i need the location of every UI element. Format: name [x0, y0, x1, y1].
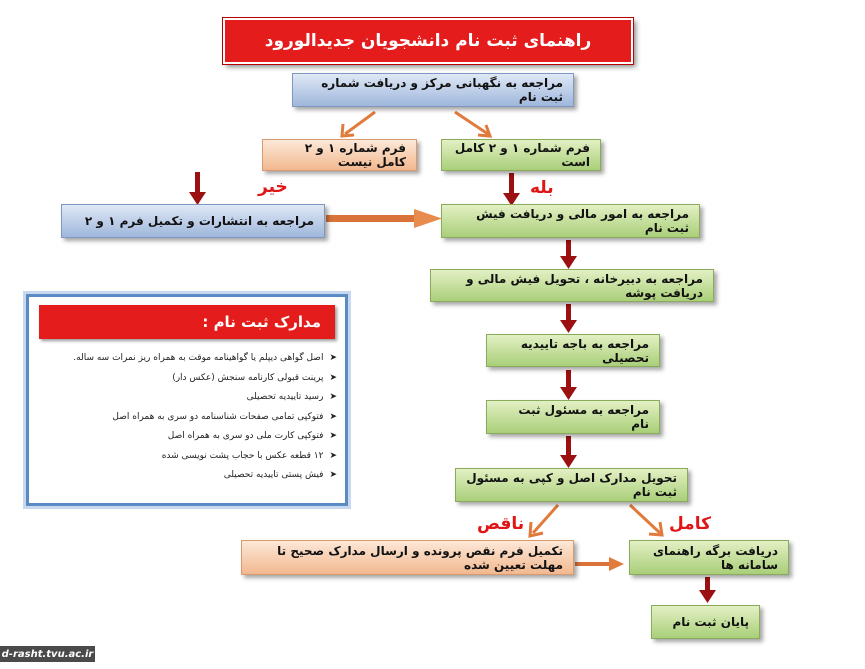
step-complete-file: تکمیل فرم نقص پرونده و ارسال مدارک صحیح تا مهلت تعیین شده: [241, 540, 574, 575]
check-icon: ➤: [329, 450, 337, 461]
step-registrar: مراجعه به مسئول ثبت نام: [486, 400, 660, 434]
label-complete: کامل: [669, 514, 711, 534]
list-item: ➤اصل گواهی دیپلم یا گواهینامه موقت به همراه ریز نمرات سه ساله.: [73, 353, 337, 363]
step-publications: مراجعه به انتشارات و تکمیل فرم ۱ و ۲: [61, 204, 325, 238]
check-icon: ➤: [329, 431, 337, 441]
label-yes: بله: [530, 178, 554, 198]
step-deliver-docs: تحویل مدارک اصل و کپی به مسئول ثبت نام: [455, 468, 688, 502]
arrow-secretariat-to-verification: [560, 304, 577, 333]
arrow-registrar-to-deliver: [560, 436, 577, 468]
documents-list: [39, 349, 337, 486]
arrow-complete-to-finance: [503, 173, 520, 206]
arrow-guide-to-end: [699, 577, 716, 603]
site-watermark: d-rasht.tvu.ac.ir: [0, 646, 95, 662]
arrow-incomplete-to-publications: [189, 172, 206, 205]
arrow-deliver-to-complete: [630, 505, 662, 535]
arrow-start-to-complete: [455, 112, 490, 136]
step-finance: مراجعه به امور مالی و دریافت فیش ثبت نام: [441, 204, 700, 238]
step-end: پایان ثبت نام: [651, 605, 760, 639]
arrow-finance-to-secretariat: [560, 240, 577, 269]
check-icon: ➤: [329, 353, 337, 363]
page-title: راهنمای ثبت نام دانشجویان جدیدالورود: [223, 18, 633, 64]
check-icon: ➤: [329, 411, 337, 422]
arrow-verification-to-registrar: [560, 370, 577, 400]
list-item: ➤پرینت قبولی کارنامه سنجش (عکس دار): [172, 372, 337, 383]
check-icon: ➤: [329, 372, 337, 383]
list-item: ➤فتوکپی تمامی صفحات شناسنامه دو سری به همراه اصل: [112, 411, 337, 422]
step-form-complete: فرم شماره ۱ و ۲ کامل است: [441, 139, 601, 171]
step-verification: مراجعه به باجه تاییدیه تحصیلی: [486, 334, 660, 367]
step-form-incomplete: فرم شماره ۱ و ۲ کامل نیست: [262, 139, 417, 171]
step-secretariat: مراجعه به دبیرخانه ، تحویل فیش مالی و دریافت پوشه: [430, 269, 714, 302]
step-start: مراجعه به نگهبانی مرکز و دریافت شماره ثبت نام: [292, 73, 574, 107]
arrow-incomplete-to-guide: [575, 557, 624, 571]
list-item: ➤رسید تاییدیه تحصیلی: [246, 392, 337, 402]
label-incomplete: ناقص: [477, 514, 525, 534]
documents-panel: [26, 294, 348, 506]
list-item: ➤۱۲ قطعه عکس با حجاب پشت نویسی شده: [161, 450, 337, 461]
arrow-start-to-incomplete: [342, 112, 375, 136]
list-item: ➤فیش پستی تاییدیه تحصیلی: [223, 470, 337, 480]
list-item: ➤فتوکپی کارت ملی دو سری به همراه اصل: [167, 431, 337, 441]
documents-title: مدارک ثبت نام :: [39, 305, 335, 339]
arrow-deliver-to-incomplete: [530, 505, 558, 536]
step-guide-sheet: دریافت برگه راهنمای سامانه ها: [629, 540, 789, 575]
check-icon: ➤: [329, 470, 337, 480]
arrow-publications-to-finance: [326, 209, 442, 228]
label-no: خیر: [258, 177, 288, 197]
check-icon: ➤: [329, 392, 337, 402]
